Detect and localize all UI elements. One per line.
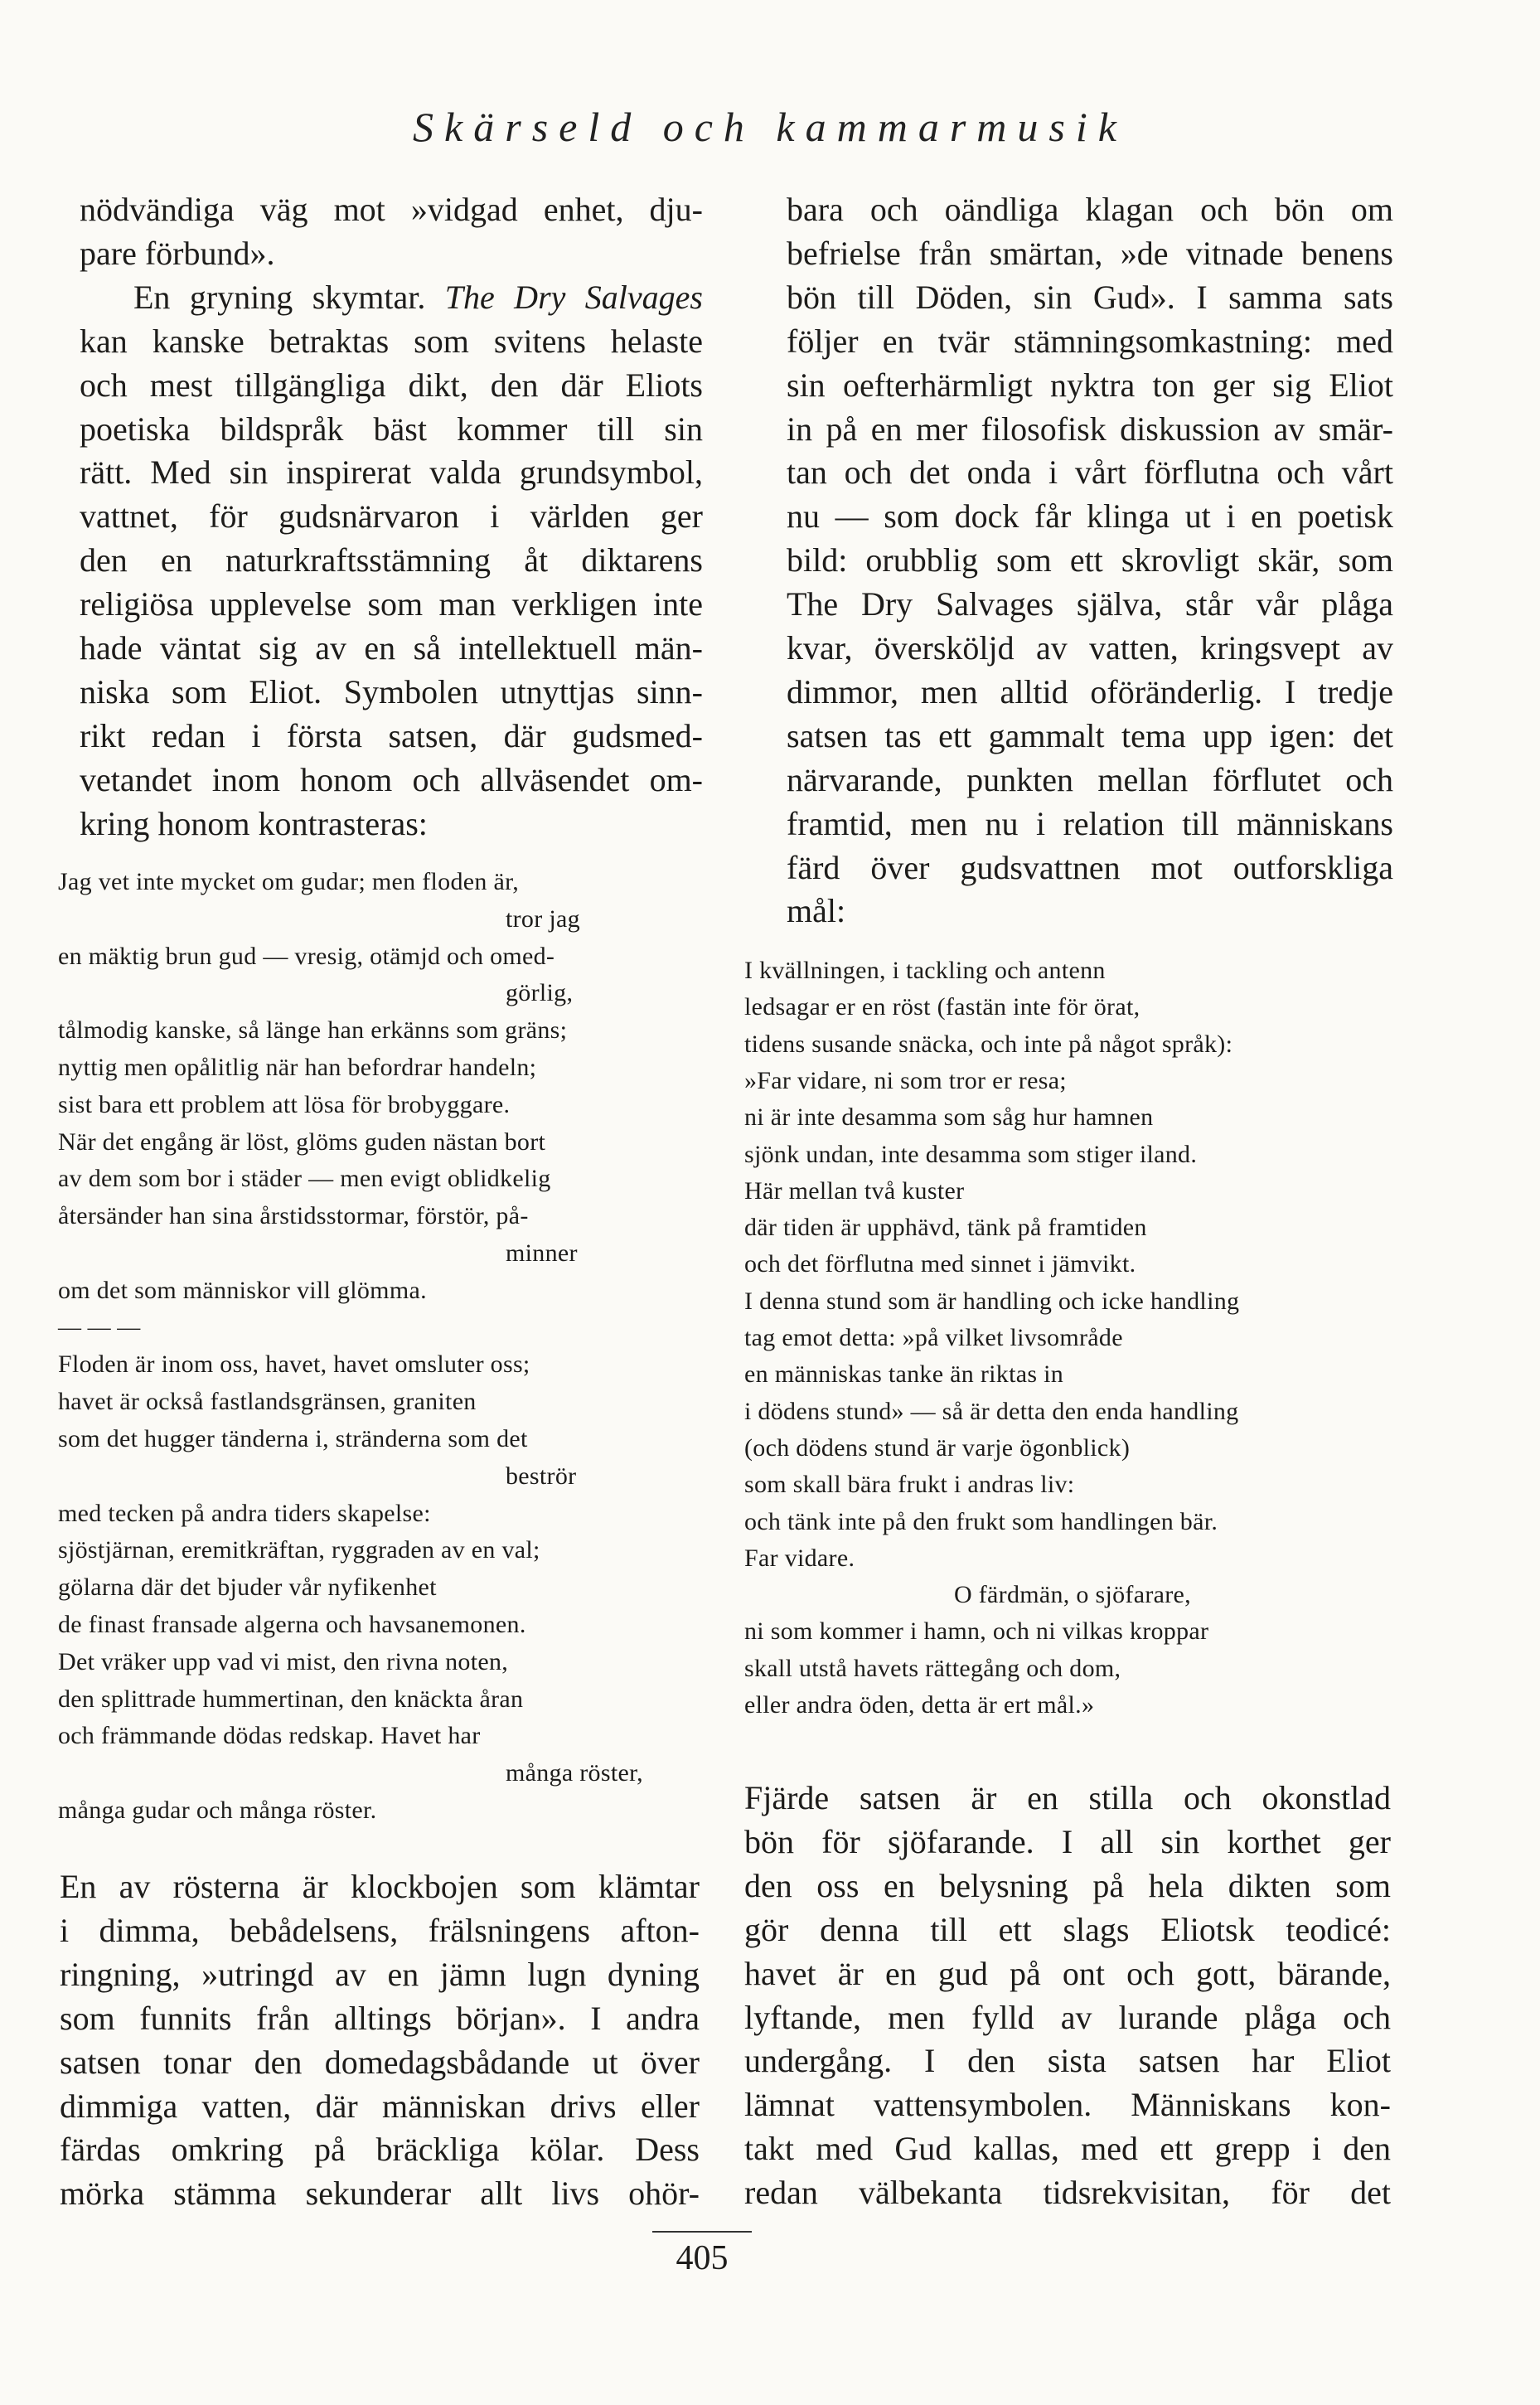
line-text: tag emot detta: »på vilket livsområde (744, 1324, 1123, 1351)
line-text: takt med Gud kallas, med ett grepp i den (744, 2130, 1391, 2168)
line-text: skall utstå havets rättegång och dom, (744, 1654, 1121, 1682)
line-text: nödvändiga väg mot »vidgad enhet, dju- (80, 191, 703, 228)
line-text: med tecken på andra tiders skapelse: (58, 1499, 431, 1527)
line-text: kring honom kontrasteras: (80, 804, 428, 842)
poem-line (58, 1681, 523, 1718)
poem-line (744, 1246, 1136, 1283)
poem-line (954, 1577, 1191, 1613)
line-text: gölarna där det bjuder vår nyfikenhet (58, 1573, 437, 1602)
text-line (787, 890, 845, 933)
poem-line (58, 1124, 545, 1161)
line-text: tålmodig kanske, så länge han erkänns som gräns; (58, 1016, 568, 1045)
poem-line (58, 1310, 141, 1346)
line-text: återsänder han sina årstidsstormar, förstör, på- (58, 1202, 529, 1230)
poem-line (744, 989, 1140, 1026)
text-line (787, 715, 1393, 758)
line-text: (och dödens stund är varje ögonblick) (744, 1433, 1131, 1462)
line-text: bara och oändliga klagan och bön om (787, 191, 1393, 228)
line-text: Fjärde satsen är en stilla och okonstlad (744, 1779, 1391, 1816)
text-line (60, 1953, 700, 1996)
poem-line (744, 1430, 1130, 1467)
text-line (744, 2039, 1391, 2083)
poem-line (744, 1394, 1238, 1430)
text-line (787, 627, 1393, 670)
text-line (744, 2083, 1391, 2126)
line-text: om det som människor vill glömma. (58, 1276, 427, 1304)
line-text: bön till Döden, sin Gud». I samma sats (787, 278, 1393, 316)
text-line (80, 759, 703, 802)
text-line (787, 802, 1393, 846)
text-line (80, 539, 703, 582)
line-text: satsen tonar den domedagsbådande ut över (60, 2043, 700, 2081)
poem-line (58, 1273, 427, 1309)
poem-line (58, 1198, 529, 1234)
line-text: religiösa upplevelse som man verkligen inte (80, 585, 703, 623)
line-text: nyttig men opålitlig när han befordrar handeln; (58, 1054, 537, 1081)
line-text: ringning, »utringd av en jämn lugn dyning (60, 1955, 700, 1993)
text-line (787, 495, 1393, 538)
poem-line (58, 1607, 526, 1643)
poem-line (58, 1569, 437, 1606)
line-text: eller andra öden, detta är ert mål.» (744, 1691, 1095, 1719)
poem-line (58, 1532, 540, 1569)
text-line (787, 276, 1393, 319)
poem-line (58, 1384, 477, 1420)
poem-line (58, 1161, 551, 1197)
line-text: i dimma, bebådelsens, frälsningens afton- (60, 1911, 700, 1949)
poem-line (58, 938, 554, 975)
line-text: sjönk undan, inte desamma som stiger iland. (744, 1140, 1198, 1168)
line-text: vetandet inom honom och allväsendet om- (80, 760, 703, 798)
line-text: Här mellan två kuster (744, 1176, 965, 1205)
poem-line (744, 1320, 1123, 1356)
line-text: sjöstjärnan, eremitkräftan, ryggraden av en val; (58, 1536, 540, 1564)
line-text: havet är också fastlandsgränsen, graniten (58, 1388, 477, 1416)
poem-line (506, 1235, 578, 1272)
line-text: och mest tillgängliga dikt, den där Eliots (80, 366, 703, 404)
poem-line (744, 1026, 1232, 1063)
line-text: där tiden är upphävd, tänk på framtiden (744, 1214, 1147, 1242)
poem-line (744, 1540, 855, 1577)
text-line (80, 451, 703, 494)
poem-line (58, 1792, 376, 1829)
line-text: tan och det onda i vårt förflutna och vårt (787, 453, 1393, 492)
text-line (787, 539, 1393, 582)
poem-line (744, 953, 1106, 989)
line-text: ni som kommer i hamn, och ni vilkas kroppar (744, 1617, 1209, 1646)
line-text: lyftande, men fylld av lurande plåga och (744, 1998, 1391, 2036)
text-line (787, 846, 1393, 890)
poem-line (58, 1087, 510, 1123)
poem-line (58, 1644, 508, 1680)
line-text: gör denna till ett slags Eliotsk teodicé: (744, 1910, 1391, 1948)
text-line (744, 1777, 1391, 1820)
line-text: minner (506, 1239, 578, 1267)
line-text: den en naturkraftsstämning åt diktarens (80, 541, 703, 579)
line-text: hade väntat sig av en så intellektuell män- (80, 629, 703, 667)
italic-title: The Dry Salvages (444, 278, 703, 316)
line-text: mål: (787, 892, 846, 930)
line-text: och främmande dödas redskap. Havet har (58, 1722, 481, 1750)
line-text: sin oefterhärmligt nyktra ton ger sig Eliot (787, 366, 1393, 404)
text-line (787, 451, 1393, 494)
text-line (80, 364, 703, 407)
line-text: färdas omkring på bräckliga kölar. Dess (60, 2131, 700, 2169)
line-text: rätt. Med sin inspirerat valda grundsymbol, (80, 453, 703, 492)
poem-line (58, 1496, 431, 1532)
text-line (60, 1865, 700, 1908)
text-line (80, 188, 703, 231)
line-text: en människas tanke än riktas in (744, 1360, 1064, 1389)
line-text: många röster, (506, 1759, 643, 1787)
line-text: I denna stund som är handling och icke handling (744, 1287, 1240, 1315)
line-text: följer en tvär stämningsomkastning: med (787, 322, 1393, 360)
text-line (787, 320, 1393, 363)
running-head: Skärseld och kammarmusik (413, 104, 1127, 150)
line-text: bön för sjöfarande. I all sin korthet ger (744, 1822, 1391, 1860)
line-text: kvar, översköljd av vatten, kringsvept av (787, 629, 1393, 667)
poem-line (58, 1718, 481, 1754)
line-text: befrielse från smärtan, »de vitnade benens (787, 234, 1393, 272)
line-text: framtid, men nu i relation till människans (787, 804, 1393, 842)
line-text: rikt redan i första satsen, där gudsmed- (80, 716, 703, 754)
text-line (80, 627, 703, 670)
line-text: — — — (58, 1314, 141, 1341)
poem-line (744, 1687, 1094, 1724)
poem-line (744, 1356, 1063, 1393)
poem-line (506, 901, 580, 938)
line-text: av dem som bor i städer — men evigt oblidkelig (58, 1165, 551, 1193)
text-line (60, 2172, 700, 2215)
line-text: satsen tas ett gammalt tema upp igen: det (787, 716, 1393, 754)
text-line (80, 583, 703, 626)
text-line (80, 320, 703, 363)
text-line (744, 2171, 1391, 2214)
line-text: lämnat vattensymbolen. Människans kon- (744, 2086, 1391, 2124)
line-text: en mäktig brun gud — vresig, otämjd och omed- (58, 942, 555, 970)
text-line (80, 671, 703, 714)
line-text: den oss en belysning på hela dikten som (744, 1866, 1391, 1904)
text-line (787, 188, 1393, 231)
line-text: I kvällningen, i tackling och antenn (744, 957, 1106, 984)
poem-line (744, 1283, 1239, 1320)
line-text: som skall bära frukt i andras liv: (744, 1471, 1075, 1499)
line-text: de finast fransade algerna och havsanemonen. (58, 1611, 526, 1638)
line-text: dimmor, men alltid oföränderlig. I tredje (787, 672, 1393, 710)
poem-line (58, 1346, 530, 1383)
line-text: och det förflutna med sinnet i jämvikt. (744, 1250, 1136, 1278)
page-number: 405 (676, 2239, 729, 2277)
poem-line (58, 1012, 567, 1049)
text-line (744, 1864, 1391, 1908)
poem-line (58, 1050, 536, 1086)
poem-line (506, 975, 573, 1011)
text-line (744, 1996, 1391, 2039)
line-text: The Dry Salvages själva, står vår plåga (787, 585, 1393, 623)
line-text: beströr (506, 1462, 577, 1490)
poem-line (744, 1063, 1067, 1099)
poem-line (744, 1651, 1121, 1687)
text-line (80, 802, 428, 846)
text-line (787, 759, 1393, 802)
text-line (744, 1952, 1391, 1995)
text-line (787, 364, 1393, 407)
text-line (744, 1821, 1391, 1864)
text-line (744, 2127, 1391, 2170)
line-text: nu — som dock får klinga ut i en poetisk (787, 497, 1393, 536)
poem-line (506, 1458, 576, 1495)
text-line (80, 495, 703, 538)
text-line (60, 2085, 700, 2128)
text-line (60, 1997, 700, 2040)
line-text: i dödens stund» — så är detta den enda handling (744, 1397, 1239, 1425)
poem-line (744, 1504, 1218, 1540)
text-line (787, 232, 1393, 275)
line-text: många gudar och många röster. (58, 1796, 377, 1824)
line-text: undergång. I den sista satsen har Eliot (744, 2042, 1391, 2080)
poem-line (744, 1613, 1208, 1650)
line-text: bild: orubblig som ett skrovligt skär, som (787, 541, 1393, 579)
line-text: in på en mer filosofisk diskussion av smär- (787, 410, 1393, 448)
line-text: vattnet, för gudsnärvaron i världen ger (80, 497, 703, 536)
text-line (133, 276, 703, 319)
text-line (60, 2041, 700, 2084)
line-text: dimmiga vatten, där människan drivs eller (60, 2087, 700, 2125)
text-line (80, 232, 274, 275)
line-text: redan välbekanta tidsrekvisitan, för det (744, 2174, 1391, 2212)
poem-line (58, 864, 519, 900)
line-text: ni är inte desamma som såg hur hamnen (744, 1103, 1154, 1132)
poem-line (744, 1173, 964, 1210)
poem-line (744, 1210, 1147, 1246)
line-text: Far vidare. (744, 1544, 855, 1572)
poem-line (744, 1137, 1197, 1173)
line-text: När det engång är löst, glöms guden nästan bort (58, 1127, 546, 1156)
text-line (787, 408, 1393, 451)
poem-line (506, 1755, 643, 1792)
text-line (787, 583, 1393, 626)
line-text: O färdmän, o sjöfarare, (954, 1581, 1191, 1609)
poem-line (744, 1099, 1153, 1136)
line-text: havet är en gud på ont och gott, bärande, (744, 1954, 1391, 1992)
line-text: »Far vidare, ni som tror er resa; (744, 1066, 1067, 1094)
text-line (60, 1909, 700, 1952)
text-line (744, 1908, 1391, 1952)
text-line (787, 671, 1393, 714)
text-line (60, 2128, 700, 2171)
text-line (80, 715, 703, 758)
line-text: närvarande, punkten mellan förflutet och (787, 760, 1393, 798)
line-text: Jag vet inte mycket om gudar; men floden är, (58, 868, 519, 895)
line-text: mörka stämma sekunderar allt livs ohör- (60, 2175, 700, 2213)
line-text: poetiska bildspråk bäst kommer till sin (80, 410, 703, 448)
line-text: tidens susande snäcka, och inte på något språk): (744, 1030, 1233, 1058)
line-text: tror jag (506, 904, 580, 933)
line-text: sist bara ett problem att lösa för brobyggare. (58, 1090, 511, 1118)
line-text: Det vräker upp vad vi mist, den rivna noten, (58, 1647, 509, 1675)
line-text: pare förbund». (80, 234, 275, 272)
line-text: niska som Eliot. Symbolen utnyttjas sinn- (80, 672, 703, 710)
line-text: som det hugger tänderna i, stränderna som det (58, 1425, 528, 1452)
line-text: görlig, (506, 979, 574, 1007)
page-number-rule (652, 2231, 752, 2233)
line-text: ledsagar er en röst (fastän inte för örat, (744, 993, 1140, 1021)
line-text: färd över gudsvattnen mot outforskliga (787, 848, 1393, 886)
line-text: En gryning skymtar. (133, 278, 445, 316)
poem-line (58, 1421, 528, 1457)
line-text: kan kanske betraktas som svitens helaste (80, 322, 703, 360)
line-text: Floden är inom oss, havet, havet omsluter oss; (58, 1350, 530, 1379)
line-text: En av rösterna är klockbojen som klämtar (60, 1868, 700, 1905)
text-line (80, 408, 703, 451)
line-text: den splittrade hummertinan, den knäckta åran (58, 1685, 524, 1713)
line-text: som funnits från alltings början». I andra (60, 1999, 700, 2037)
line-text: och tänk inte på den frukt som handlingen bär. (744, 1507, 1218, 1535)
poem-line (744, 1467, 1074, 1503)
